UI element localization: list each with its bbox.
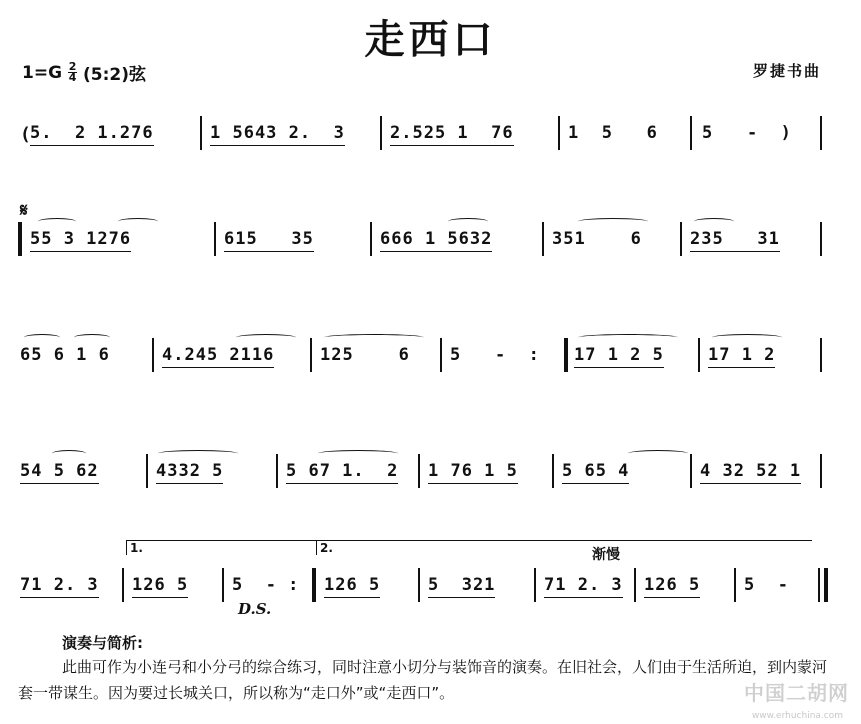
score-row-5 [18, 568, 838, 608]
watermark-logo: 中国二胡网 [744, 681, 849, 705]
volta-1: 1. [126, 540, 316, 555]
measure: 5 - [744, 575, 789, 595]
page-title: 走西口 [364, 17, 497, 63]
measure: 5. 2 1.276 [30, 123, 154, 146]
time-bottom: 4 [68, 71, 77, 84]
notes-heading: 演奏与简析: [62, 634, 143, 652]
measure: 17 1 2 [708, 345, 775, 368]
composer: 罗捷书曲 [752, 62, 821, 80]
measure: 5 - : [450, 345, 540, 365]
measure: 666 1 5632 [380, 229, 492, 252]
time-top: 2 [68, 60, 77, 73]
measure: 235 31 [690, 229, 780, 252]
measure: 1 76 1 5 [428, 461, 518, 484]
score-row-3 [18, 338, 838, 378]
measure: 17 1 2 5 [574, 345, 664, 368]
measure: 125 6 [320, 345, 410, 365]
notes-text: 此曲可作为小连弓和小分弓的综合练习，同时注意小切分与装饰音的演奏。在旧社会，人们由于生活所迫，到内蒙河套一带谋生。因为要过长城关口，所以称为“走口外”或“走西口”。 [18, 658, 828, 702]
measure: 4332 5 [156, 461, 223, 484]
measure: 55 3 1276 [30, 229, 131, 252]
key-signature [22, 60, 146, 85]
dal-segno-marking: D.S. [238, 600, 272, 618]
measure: 4 32 52 1 [700, 461, 801, 484]
score-row-4 [18, 454, 838, 494]
key-prefix: 1=G [22, 62, 63, 83]
measure: 126 5 [132, 575, 188, 598]
measure: 126 5 [324, 575, 380, 598]
measure: 71 2. 3 [20, 575, 99, 598]
score-row-1 [18, 116, 838, 156]
row-start-mark: ( [20, 124, 31, 145]
score-row-2 [18, 200, 838, 262]
tuning: (5:2)弦 [83, 65, 147, 85]
measure: 5 - : [232, 575, 300, 595]
volta-2: 2. [316, 540, 812, 555]
measure: 5 65 4 [562, 461, 629, 484]
measure: 5 67 1. 2 [286, 461, 398, 484]
measure: 1 5643 2. 3 [210, 123, 345, 146]
measure: 65 6 1 6 [20, 345, 110, 365]
measure: 615 35 [224, 229, 314, 252]
measure: 2.525 1 76 [390, 123, 514, 146]
tempo-marking: 渐慢 [592, 547, 620, 563]
measure: 4.245 2116 [162, 345, 274, 368]
measure: 5 321 [428, 575, 495, 598]
time-signature [68, 62, 77, 83]
measure: 126 5 [644, 575, 700, 598]
measure: 1 5 6 [568, 123, 658, 143]
measure: 71 2. 3 [544, 575, 623, 598]
segno-mark: 𝄋 [20, 200, 28, 221]
measure: 5 - ) [702, 123, 792, 143]
measure: 351 6 [552, 229, 642, 249]
watermark-url: www.erhuchina.com [751, 711, 843, 721]
measure: 54 5 62 [20, 461, 99, 484]
